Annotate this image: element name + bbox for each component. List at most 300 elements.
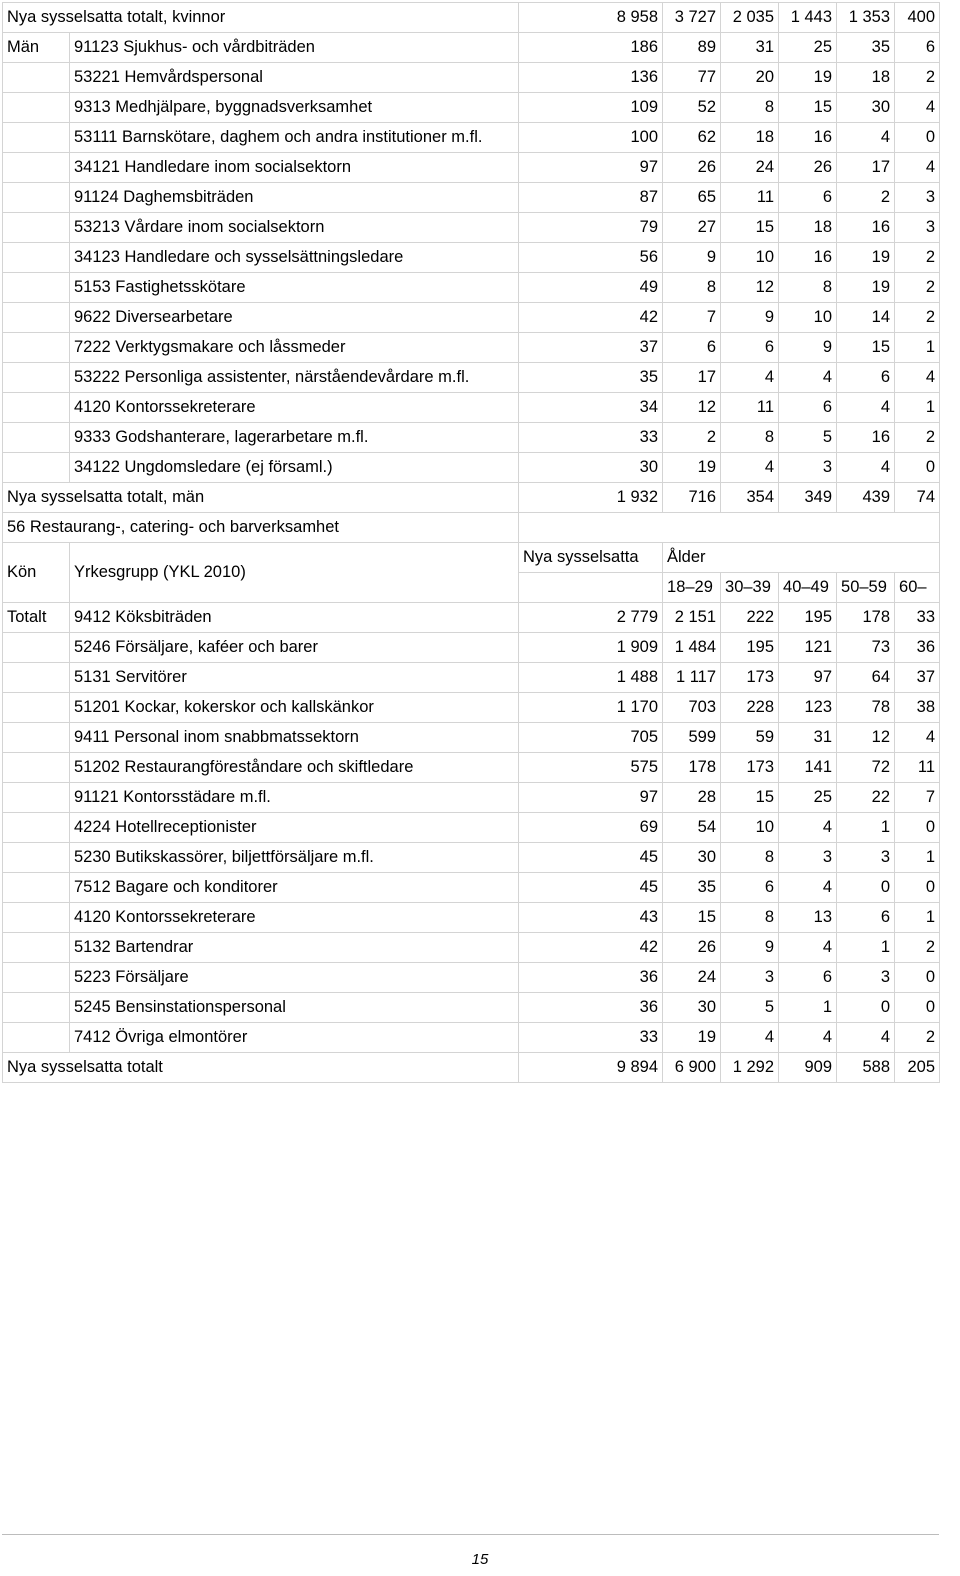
table-row bbox=[3, 453, 940, 483]
gender-label: Totalt bbox=[3, 603, 70, 633]
occupation-label: 7512 Bagare och konditorer bbox=[70, 873, 519, 903]
occupation-label: 34123 Handledare och sysselsättningsledare bbox=[70, 243, 519, 273]
age-group-value: 0 bbox=[895, 813, 940, 843]
table-row bbox=[3, 183, 940, 213]
age-group-value: 4 bbox=[895, 723, 940, 753]
occupation-label: 5223 Försäljare bbox=[70, 963, 519, 993]
occupation-label: 7222 Verktygsmakare och låssmeder bbox=[70, 333, 519, 363]
age-group-value: 4 bbox=[721, 453, 779, 483]
new-employed-value: 49 bbox=[519, 273, 663, 303]
statistics-table bbox=[2, 2, 940, 1083]
age-group-value: 349 bbox=[779, 483, 837, 513]
gender-label bbox=[3, 393, 70, 423]
age-group-value: 30 bbox=[837, 93, 895, 123]
age-group-value: 2 151 bbox=[663, 603, 721, 633]
age-group-value: 3 bbox=[837, 843, 895, 873]
age-group-value: 4 bbox=[779, 1023, 837, 1053]
age-group-value: 1 353 bbox=[837, 3, 895, 33]
new-employed-value: 37 bbox=[519, 333, 663, 363]
age-group-value: 1 bbox=[895, 393, 940, 423]
age-group-value: 0 bbox=[837, 993, 895, 1023]
age-group-value: 1 bbox=[895, 333, 940, 363]
occupation-label: 51201 Kockar, kokerskor och kallskänkor bbox=[70, 693, 519, 723]
empty-cell bbox=[519, 513, 940, 543]
age-group-header: 18–29 bbox=[663, 573, 721, 603]
age-group-value: 0 bbox=[895, 123, 940, 153]
gender-label bbox=[3, 813, 70, 843]
age-group-value: 78 bbox=[837, 693, 895, 723]
age-group-value: 173 bbox=[721, 753, 779, 783]
table-row bbox=[3, 933, 940, 963]
age-group-value: 6 bbox=[663, 333, 721, 363]
age-group-value: 4 bbox=[779, 363, 837, 393]
age-group-value: 588 bbox=[837, 1053, 895, 1083]
age-group-value: 4 bbox=[837, 1023, 895, 1053]
table-row bbox=[3, 153, 940, 183]
age-group-value: 195 bbox=[779, 603, 837, 633]
age-group-value: 15 bbox=[663, 903, 721, 933]
occupation-label: 5132 Bartendrar bbox=[70, 933, 519, 963]
table-row bbox=[3, 33, 940, 63]
table-row bbox=[3, 963, 940, 993]
age-group-value: 6 bbox=[779, 393, 837, 423]
gender-label bbox=[3, 783, 70, 813]
gender-label bbox=[3, 123, 70, 153]
gender-label bbox=[3, 423, 70, 453]
age-group-value: 19 bbox=[663, 1023, 721, 1053]
table-row bbox=[3, 813, 940, 843]
occupation-label: 9622 Diversearbetare bbox=[70, 303, 519, 333]
age-group-header: 50–59 bbox=[837, 573, 895, 603]
occupation-label: 7412 Övriga elmontörer bbox=[70, 1023, 519, 1053]
new-employed-value: 109 bbox=[519, 93, 663, 123]
gender-label bbox=[3, 93, 70, 123]
occupation-label: 5246 Försäljare, kaféer och barer bbox=[70, 633, 519, 663]
new-employed-value: 36 bbox=[519, 963, 663, 993]
new-employed-value: 97 bbox=[519, 153, 663, 183]
occupation-header: Yrkesgrupp (YKL 2010) bbox=[70, 543, 519, 603]
new-employed-value: 36 bbox=[519, 993, 663, 1023]
age-group-value: 354 bbox=[721, 483, 779, 513]
age-group-value: 64 bbox=[837, 663, 895, 693]
age-group-value: 16 bbox=[837, 423, 895, 453]
footer-rule bbox=[2, 1534, 939, 1535]
section-title: 56 Restaurang-, catering- och barverksamhet bbox=[3, 513, 519, 543]
table-row bbox=[3, 333, 940, 363]
gender-label bbox=[3, 693, 70, 723]
table-row bbox=[3, 1023, 940, 1053]
age-group-value: 8 bbox=[721, 423, 779, 453]
new-employed-value: 8 958 bbox=[519, 3, 663, 33]
men-total-row bbox=[3, 483, 940, 513]
table-row bbox=[3, 633, 940, 663]
age-group-value: 19 bbox=[837, 273, 895, 303]
table-row bbox=[3, 393, 940, 423]
age-group-value: 4 bbox=[779, 933, 837, 963]
table-row bbox=[3, 603, 940, 633]
age-group-value: 11 bbox=[721, 393, 779, 423]
age-group-value: 8 bbox=[721, 843, 779, 873]
age-group-value: 31 bbox=[779, 723, 837, 753]
age-group-value: 8 bbox=[663, 273, 721, 303]
age-group-value: 6 bbox=[721, 873, 779, 903]
age-group-value: 15 bbox=[837, 333, 895, 363]
grand-total-row bbox=[3, 1053, 940, 1083]
new-employed-value: 45 bbox=[519, 843, 663, 873]
age-group-value: 205 bbox=[895, 1053, 940, 1083]
occupation-label: 5153 Fastighetsskötare bbox=[70, 273, 519, 303]
age-header: Ålder bbox=[663, 543, 940, 573]
age-group-value: 2 035 bbox=[721, 3, 779, 33]
age-group-value: 15 bbox=[721, 783, 779, 813]
age-group-value: 9 bbox=[721, 303, 779, 333]
age-group-value: 18 bbox=[779, 213, 837, 243]
age-group-value: 8 bbox=[721, 93, 779, 123]
age-group-value: 15 bbox=[721, 213, 779, 243]
new-employed-value: 100 bbox=[519, 123, 663, 153]
age-group-value: 16 bbox=[837, 213, 895, 243]
new-employed-value: 1 932 bbox=[519, 483, 663, 513]
occupation-label: 91124 Daghemsbiträden bbox=[70, 183, 519, 213]
age-group-value: 1 bbox=[895, 903, 940, 933]
new-employed-value: 136 bbox=[519, 63, 663, 93]
age-group-value: 4 bbox=[895, 153, 940, 183]
age-group-value: 1 117 bbox=[663, 663, 721, 693]
age-group-value: 2 bbox=[895, 243, 940, 273]
age-group-value: 20 bbox=[721, 63, 779, 93]
age-group-value: 65 bbox=[663, 183, 721, 213]
new-employed-value: 575 bbox=[519, 753, 663, 783]
age-group-value: 22 bbox=[837, 783, 895, 813]
age-group-value: 0 bbox=[895, 873, 940, 903]
age-group-value: 0 bbox=[895, 993, 940, 1023]
age-group-value: 9 bbox=[663, 243, 721, 273]
age-group-value: 1 bbox=[837, 933, 895, 963]
gender-label bbox=[3, 753, 70, 783]
occupation-label: 91123 Sjukhus- och vårdbiträden bbox=[70, 33, 519, 63]
age-group-value: 703 bbox=[663, 693, 721, 723]
gender-label bbox=[3, 273, 70, 303]
age-group-value: 13 bbox=[779, 903, 837, 933]
age-group-value: 0 bbox=[895, 963, 940, 993]
age-group-value: 18 bbox=[837, 63, 895, 93]
new-employed-value: 1 170 bbox=[519, 693, 663, 723]
age-group-value: 3 727 bbox=[663, 3, 721, 33]
gender-label bbox=[3, 453, 70, 483]
table-row bbox=[3, 843, 940, 873]
age-group-value: 121 bbox=[779, 633, 837, 663]
age-group-value: 1 bbox=[779, 993, 837, 1023]
age-group-value: 6 bbox=[837, 363, 895, 393]
gender-label bbox=[3, 843, 70, 873]
age-group-value: 14 bbox=[837, 303, 895, 333]
age-group-value: 439 bbox=[837, 483, 895, 513]
occupation-label: 5230 Butikskassörer, biljettförsäljare m.fl. bbox=[70, 843, 519, 873]
table-row bbox=[3, 903, 940, 933]
age-group-value: 15 bbox=[779, 93, 837, 123]
age-group-value: 599 bbox=[663, 723, 721, 753]
new-employed-value: 45 bbox=[519, 873, 663, 903]
gender-label bbox=[3, 363, 70, 393]
age-group-value: 1 443 bbox=[779, 3, 837, 33]
age-group-value: 16 bbox=[779, 243, 837, 273]
age-group-value: 7 bbox=[663, 303, 721, 333]
gender-label bbox=[3, 213, 70, 243]
age-group-value: 2 bbox=[895, 63, 940, 93]
age-group-value: 3 bbox=[779, 843, 837, 873]
age-group-value: 16 bbox=[779, 123, 837, 153]
age-group-value: 9 bbox=[721, 933, 779, 963]
new-employed-value: 69 bbox=[519, 813, 663, 843]
age-group-value: 4 bbox=[779, 873, 837, 903]
age-group-value: 30 bbox=[663, 843, 721, 873]
age-group-value: 2 bbox=[895, 303, 940, 333]
age-group-value: 6 bbox=[895, 33, 940, 63]
age-group-value: 1 bbox=[895, 843, 940, 873]
age-group-value: 123 bbox=[779, 693, 837, 723]
new-employed-value: 705 bbox=[519, 723, 663, 753]
table-row bbox=[3, 363, 940, 393]
age-group-value: 38 bbox=[895, 693, 940, 723]
age-group-value: 19 bbox=[837, 243, 895, 273]
gender-label bbox=[3, 303, 70, 333]
age-group-value: 24 bbox=[663, 963, 721, 993]
age-group-value: 195 bbox=[721, 633, 779, 663]
new-employed-value: 35 bbox=[519, 363, 663, 393]
age-group-value: 2 bbox=[895, 1023, 940, 1053]
age-group-value: 35 bbox=[837, 33, 895, 63]
new-employed-value: 9 894 bbox=[519, 1053, 663, 1083]
table-row bbox=[3, 753, 940, 783]
age-group-value: 400 bbox=[895, 3, 940, 33]
age-group-value: 36 bbox=[895, 633, 940, 663]
table-row bbox=[3, 123, 940, 153]
age-group-value: 26 bbox=[663, 153, 721, 183]
total-label: Nya sysselsatta totalt, män bbox=[3, 483, 519, 513]
occupation-label: 5245 Bensinstationspersonal bbox=[70, 993, 519, 1023]
age-group-value: 52 bbox=[663, 93, 721, 123]
gender-label bbox=[3, 723, 70, 753]
age-group-value: 37 bbox=[895, 663, 940, 693]
age-group-value: 3 bbox=[837, 963, 895, 993]
age-group-value: 1 292 bbox=[721, 1053, 779, 1083]
gender-label bbox=[3, 63, 70, 93]
new-employed-value: 42 bbox=[519, 303, 663, 333]
new-employed-value: 42 bbox=[519, 933, 663, 963]
page-number: 15 bbox=[471, 1551, 489, 1568]
age-group-value: 6 bbox=[837, 903, 895, 933]
age-group-value: 4 bbox=[895, 363, 940, 393]
gender-label bbox=[3, 663, 70, 693]
new-employed-value: 33 bbox=[519, 423, 663, 453]
age-group-value: 6 bbox=[721, 333, 779, 363]
age-group-value: 3 bbox=[779, 453, 837, 483]
occupation-label: 4120 Kontorssekreterare bbox=[70, 393, 519, 423]
age-group-value: 6 bbox=[779, 183, 837, 213]
occupation-label: 4120 Kontorssekreterare bbox=[70, 903, 519, 933]
age-group-value: 10 bbox=[779, 303, 837, 333]
occupation-label: 91121 Kontorsstädare m.fl. bbox=[70, 783, 519, 813]
gender-label bbox=[3, 633, 70, 663]
age-group-value: 17 bbox=[663, 363, 721, 393]
age-group-value: 10 bbox=[721, 243, 779, 273]
age-group-value: 25 bbox=[779, 33, 837, 63]
gender-label bbox=[3, 1023, 70, 1053]
age-group-value: 0 bbox=[837, 873, 895, 903]
occupation-label: 9411 Personal inom snabbmatssektorn bbox=[70, 723, 519, 753]
age-group-value: 24 bbox=[721, 153, 779, 183]
occupation-label: 9313 Medhjälpare, byggnadsverksamhet bbox=[70, 93, 519, 123]
age-group-value: 4 bbox=[895, 93, 940, 123]
age-group-value: 27 bbox=[663, 213, 721, 243]
age-group-value: 9 bbox=[779, 333, 837, 363]
age-group-header: 40–49 bbox=[779, 573, 837, 603]
occupation-label: 51202 Restaurangföreståndare och skiftledare bbox=[70, 753, 519, 783]
age-group-value: 30 bbox=[663, 993, 721, 1023]
gender-label bbox=[3, 933, 70, 963]
age-group-value: 2 bbox=[895, 933, 940, 963]
new-employed-value: 2 779 bbox=[519, 603, 663, 633]
women-total-row bbox=[3, 3, 940, 33]
age-group-value: 74 bbox=[895, 483, 940, 513]
age-group-value: 8 bbox=[779, 273, 837, 303]
age-group-value: 178 bbox=[663, 753, 721, 783]
occupation-label: 53221 Hemvårdspersonal bbox=[70, 63, 519, 93]
age-group-value: 2 bbox=[663, 423, 721, 453]
age-group-value: 909 bbox=[779, 1053, 837, 1083]
occupation-label: 9333 Godshanterare, lagerarbetare m.fl. bbox=[70, 423, 519, 453]
age-group-value: 228 bbox=[721, 693, 779, 723]
age-group-value: 6 900 bbox=[663, 1053, 721, 1083]
new-employed-value: 43 bbox=[519, 903, 663, 933]
age-group-value: 3 bbox=[895, 183, 940, 213]
age-group-value: 73 bbox=[837, 633, 895, 663]
age-group-value: 5 bbox=[779, 423, 837, 453]
new-employed-value: 1 909 bbox=[519, 633, 663, 663]
occupation-label: 4224 Hotellreceptionister bbox=[70, 813, 519, 843]
age-group-value: 54 bbox=[663, 813, 721, 843]
table-row bbox=[3, 873, 940, 903]
age-group-value: 4 bbox=[837, 393, 895, 423]
header-row bbox=[3, 543, 940, 573]
age-group-value: 89 bbox=[663, 33, 721, 63]
table-row bbox=[3, 993, 940, 1023]
gender-header: Kön bbox=[3, 543, 70, 603]
new-employed-value: 1 488 bbox=[519, 663, 663, 693]
new-employed-value: 30 bbox=[519, 453, 663, 483]
age-group-value: 2 bbox=[895, 273, 940, 303]
age-group-value: 6 bbox=[779, 963, 837, 993]
age-group-value: 3 bbox=[721, 963, 779, 993]
new-employed-header: Nya sysselsatta bbox=[519, 543, 663, 573]
section-title-row bbox=[3, 513, 940, 543]
gender-label bbox=[3, 903, 70, 933]
age-group-value: 10 bbox=[721, 813, 779, 843]
age-group-value: 5 bbox=[721, 993, 779, 1023]
occupation-label: 53222 Personliga assistenter, närståendevårdare m.fl. bbox=[70, 363, 519, 393]
total-label: Nya sysselsatta totalt, kvinnor bbox=[3, 3, 519, 33]
age-group-value: 12 bbox=[721, 273, 779, 303]
age-group-value: 17 bbox=[837, 153, 895, 183]
gender-label bbox=[3, 183, 70, 213]
table-row bbox=[3, 303, 940, 333]
gender-label bbox=[3, 333, 70, 363]
occupation-label: 34121 Handledare inom socialsektorn bbox=[70, 153, 519, 183]
age-group-value: 716 bbox=[663, 483, 721, 513]
age-group-value: 59 bbox=[721, 723, 779, 753]
empty-cell bbox=[519, 573, 663, 603]
table-row bbox=[3, 663, 940, 693]
age-group-value: 26 bbox=[779, 153, 837, 183]
age-group-value: 72 bbox=[837, 753, 895, 783]
table-row bbox=[3, 723, 940, 753]
age-group-value: 19 bbox=[779, 63, 837, 93]
age-group-header: 30–39 bbox=[721, 573, 779, 603]
table-row bbox=[3, 93, 940, 123]
age-group-value: 178 bbox=[837, 603, 895, 633]
gender-label: Män bbox=[3, 33, 70, 63]
occupation-label: 34122 Ungdomsledare (ej församl.) bbox=[70, 453, 519, 483]
age-group-value: 26 bbox=[663, 933, 721, 963]
age-group-value: 2 bbox=[837, 183, 895, 213]
gender-label bbox=[3, 963, 70, 993]
age-group-value: 11 bbox=[895, 753, 940, 783]
table-row bbox=[3, 213, 940, 243]
age-group-value: 12 bbox=[663, 393, 721, 423]
table-row bbox=[3, 63, 940, 93]
gender-label bbox=[3, 243, 70, 273]
table-row bbox=[3, 693, 940, 723]
age-group-value: 25 bbox=[779, 783, 837, 813]
age-group-value: 12 bbox=[837, 723, 895, 753]
age-group-value: 31 bbox=[721, 33, 779, 63]
table-row bbox=[3, 273, 940, 303]
age-group-value: 62 bbox=[663, 123, 721, 153]
age-group-value: 1 484 bbox=[663, 633, 721, 663]
age-group-value: 141 bbox=[779, 753, 837, 783]
new-employed-value: 34 bbox=[519, 393, 663, 423]
age-group-value: 4 bbox=[721, 1023, 779, 1053]
age-group-value: 8 bbox=[721, 903, 779, 933]
age-group-value: 2 bbox=[895, 423, 940, 453]
age-group-value: 7 bbox=[895, 783, 940, 813]
age-group-value: 222 bbox=[721, 603, 779, 633]
occupation-label: 5131 Servitörer bbox=[70, 663, 519, 693]
age-group-value: 77 bbox=[663, 63, 721, 93]
table-row bbox=[3, 243, 940, 273]
age-group-value: 4 bbox=[721, 363, 779, 393]
total-label: Nya sysselsatta totalt bbox=[3, 1053, 519, 1083]
age-group-value: 28 bbox=[663, 783, 721, 813]
age-group-value: 4 bbox=[837, 453, 895, 483]
age-group-value: 35 bbox=[663, 873, 721, 903]
age-group-value: 4 bbox=[837, 123, 895, 153]
age-group-header: 60– bbox=[895, 573, 940, 603]
gender-label bbox=[3, 993, 70, 1023]
gender-label bbox=[3, 153, 70, 183]
table-row bbox=[3, 423, 940, 453]
new-employed-value: 56 bbox=[519, 243, 663, 273]
new-employed-value: 186 bbox=[519, 33, 663, 63]
occupation-label: 53111 Barnskötare, daghem och andra institutioner m.fl. bbox=[70, 123, 519, 153]
age-group-value: 33 bbox=[895, 603, 940, 633]
age-group-value: 11 bbox=[721, 183, 779, 213]
age-group-value: 1 bbox=[837, 813, 895, 843]
age-group-value: 173 bbox=[721, 663, 779, 693]
table-row bbox=[3, 783, 940, 813]
age-group-value: 19 bbox=[663, 453, 721, 483]
occupation-label: 9412 Köksbiträden bbox=[70, 603, 519, 633]
